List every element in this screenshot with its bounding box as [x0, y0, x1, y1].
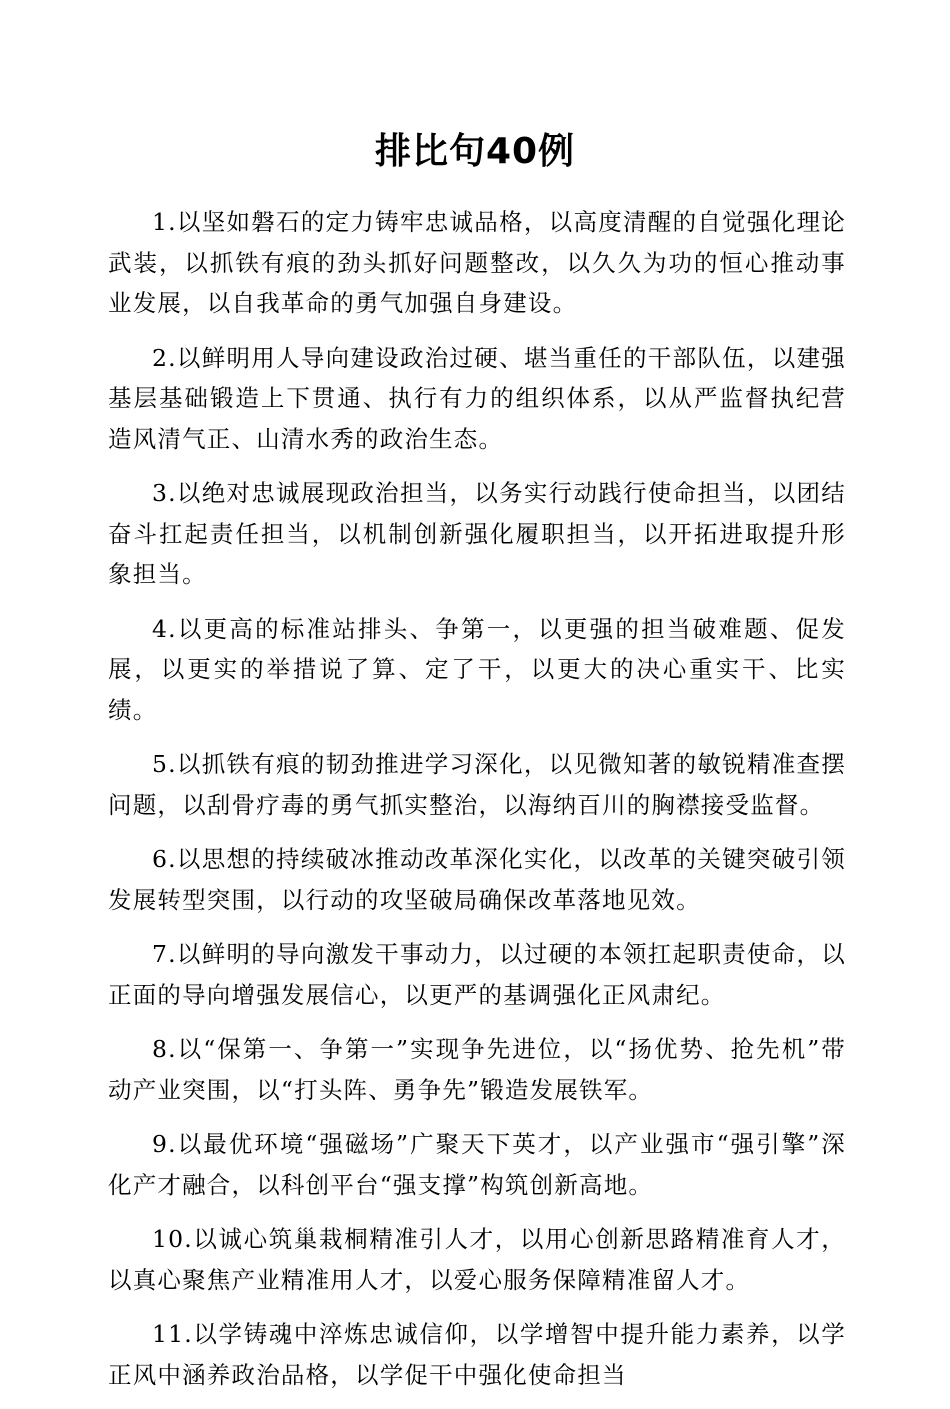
document-title: 排比句40例: [374, 131, 576, 172]
paragraph-4: 4.以更高的标准站排头、争第一，以更强的担当破难题、促发展，以更实的举措说了算、定了干，以更大的决心重实干、比实绩。: [108, 614, 846, 724]
paragraph-6: 6.以思想的持续破冰推动改革深化实化，以改革的关键突破引领发展转型突围，以行动的攻坚破局确保改革落地见效。: [108, 845, 846, 914]
paragraph-3: 3.以绝对忠诚展现政治担当，以务实行动践行使命担当，以团结奋斗扛起责任担当，以机制创新强化履职担当，以开拓进取提升形象担当。: [108, 479, 846, 588]
paragraph-5: 5.以抓铁有痕的韧劲推进学习深化，以见微知著的敏锐精准查摆问题，以刮骨疗毒的勇气抓实整治，以海纳百川的胸襟接受监督。: [108, 750, 846, 819]
paragraph-2: 2.以鲜明用人导向建设政治过硬、堪当重任的干部队伍，以建强基层基础锻造上下贯通、执行有力的组织体系，以从严监督执纪营造风清气正、山清水秀的政治生态。: [108, 343, 846, 453]
paragraph-10: 10.以诚心筑巢栽桐精准引人才，以用心创新思路精准育人才，以真心聚焦产业精准用人才，以爱心服务保障精准留人才。: [108, 1225, 846, 1294]
paragraph-7: 7.以鲜明的导向激发干事动力，以过硬的本领扛起职责使命，以正面的导向增强发展信心，以更严的基调强化正风肃纪。: [108, 940, 846, 1009]
paragraph-9: 9.以最优环境“强磁场”广聚天下英才，以产业强市“强引擎”深化产才融合，以科创平台“强支撑”构筑创新高地。: [108, 1130, 846, 1199]
paragraph-11: 11.以学铸魂中淬炼忠诚信仰，以学增智中提升能力素养，以学正风中涵养政治品格，以学促干中强化使命担当: [108, 1320, 846, 1389]
paragraph-8: 8.以“保第一、争第一”实现争先进位，以“扬优势、抢先机”带动产业突围，以“打头阵、勇争先”锻造发展铁军。: [108, 1035, 846, 1104]
document-body: [108, 202, 846, 1409]
paragraph-1: 1.以坚如磐石的定力铸牢忠诚品格，以高度清醒的自觉强化理论武装，以抓铁有痕的劲头抓好问题整改，以久久为功的恒心推动事业发展，以自我革命的勇气加强自身建设。: [108, 208, 846, 317]
